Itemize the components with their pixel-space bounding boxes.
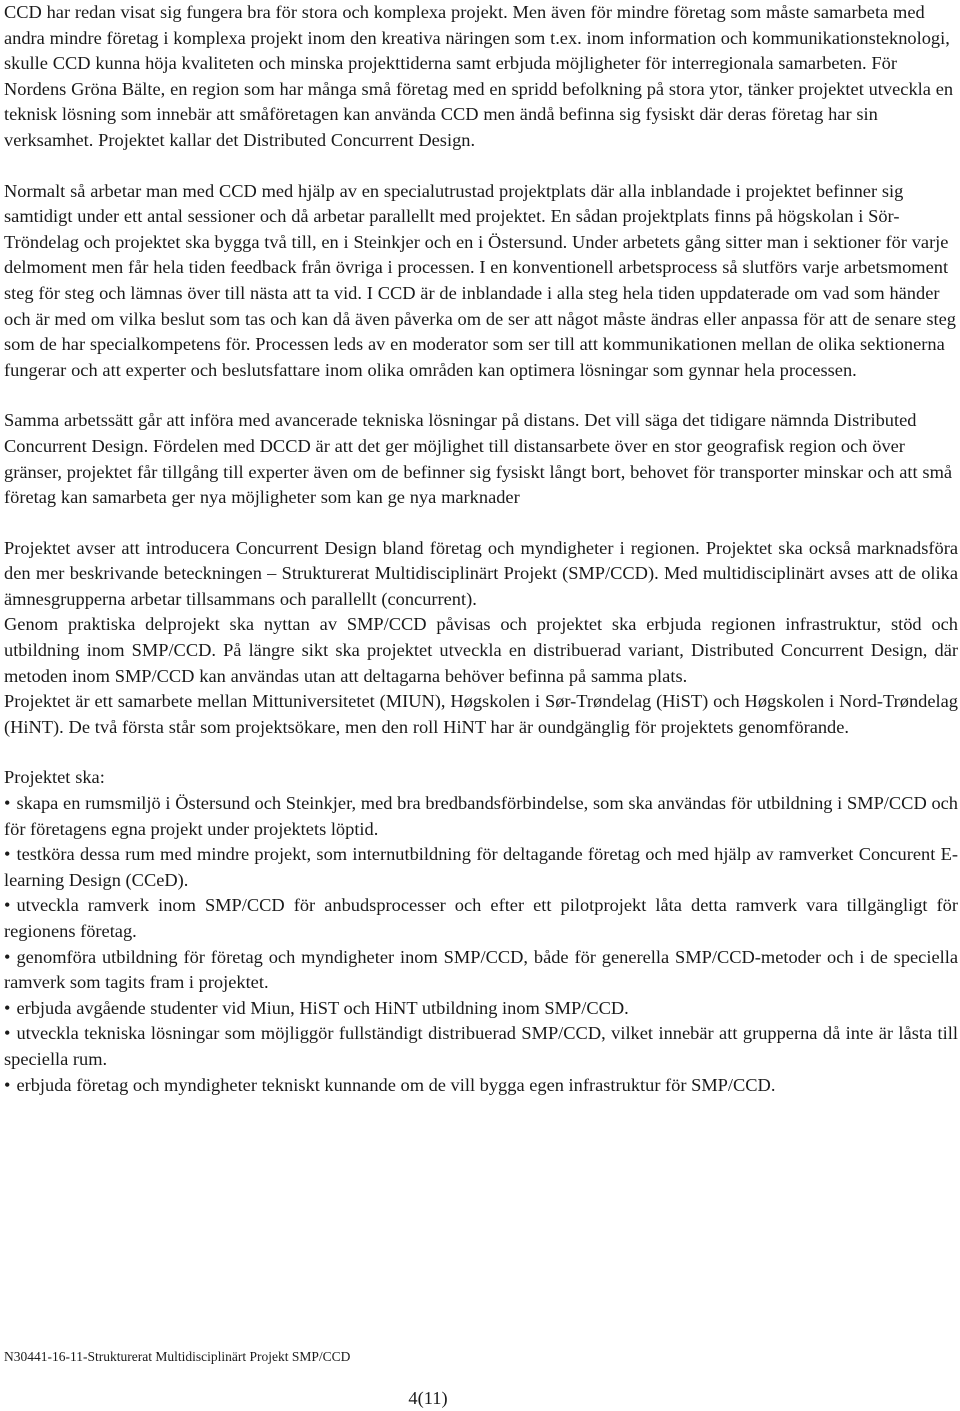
- list-item-text: skapa en rumsmiljö i Östersund och Steinkjer, med bra bredbandsförbindelse, som ska användas för utbildning i SMP/CCD och för företagens egna projekt under projektets löptid.: [4, 793, 958, 839]
- list-item: [4, 945, 958, 996]
- list-item: [4, 996, 958, 1022]
- bullet-icon: •: [4, 895, 11, 916]
- paragraph-gap: [4, 154, 958, 179]
- paragraph-4: Projektet avser att introducera Concurrent Design bland företag och myndigheter i regionen. Projektet ska också marknadsföra den mer beskrivande beteckningen – Strukturerat Multidisciplinärt Projekt (SMP/CCD). Med multidisciplinärt avses att de olika ämnesgrupperna arbetar tillsammans och parallellt (concurrent).: [4, 537, 958, 609]
- paragraph-gap: [4, 383, 958, 408]
- list-item-text: testköra dessa rum med mindre projekt, som internutbildning för deltagande företag och med hjälp av ramverket Concurent E-learning Design (CCeD).: [4, 844, 958, 890]
- bullet-icon: •: [4, 793, 11, 814]
- bullet-icon: •: [4, 844, 11, 865]
- bullet-icon: •: [4, 946, 11, 967]
- paragraph-2: Normalt så arbetar man med CCD med hjälp av en specialutrustad projektplats där alla inblandade i projektet befinner sig samtidigt under ett antal sessioner och då arbetar parallellt med projektet. En sådan projektplats finns på högskolan i Sör-Tröndelag och projektet ska bygga två till, en i Steinkjer och en i Östersund. Under arbetets gång sitter man i sektioner för varje delmoment men får hela tiden feedback från övriga i processen. I en konventionell arbetsprocess så slutförs varje arbetsmoment steg för steg och lämnas över till nästa att ta vid. I CCD är de inblandade i alla steg hela tiden uppdaterade om vad som händer och är med om vilka beslut som tas och kan då även påverka om de ser att något måste ändras eller anpassa för att de senare steg som de har specialkompetens för. Processen leds av en moderator som ser till att kommunikationen mellan de olika sektionerna fungerar och att experter och beslutsfattare inom olika områden kan optimera lösningar som gynnar hela processen.: [4, 180, 956, 380]
- page-number: 4(11): [408, 1388, 448, 1408]
- bullet-icon: •: [4, 997, 11, 1018]
- list-item-text: utveckla ramverk inom SMP/CCD för anbudsprocesser och efter ett pilotprojekt låta detta ramverk vara tillgängligt för regionens företag.: [4, 895, 958, 941]
- paragraph-6: Projektet är ett samarbete mellan Mittuniversitetet (MIUN), Høgskolen i Sør-Trøndelag (HiST) och Høgskolen i Nord-Trøndelag (HiNT). De två första står som projektsökare, men den roll HiNT har är oundgänglig för projektets genomförande.: [4, 691, 958, 737]
- list-item-text: utveckla tekniska lösningar som möjliggör fullständigt distribuerad SMP/CCD, vilket innebär att grupperna då inte är låsta till speciella rum.: [4, 1023, 958, 1069]
- list-item-text: erbjuda företag och myndigheter tekniskt kunnande om de vill bygga egen infrastruktur för SMP/CCD.: [16, 1074, 776, 1095]
- task-list: [4, 791, 958, 1098]
- paragraph-3: Samma arbetssätt går att införa med avancerade tekniska lösningar på distans. Det vill säga det tidigare nämnda Distributed Concurrent Design. Fördelen med DCCD är att det ger möjlighet till distansarbete över en stor geografisk region och över gränser, projektet får tillgång till experter även om de befinner sig fysiskt långt bort, behovet för transporter minskar och att små företag kan samarbeta ger nya möjligheter som kan ge nya marknader: [4, 410, 953, 508]
- bullet-icon: •: [4, 1074, 11, 1095]
- paragraph-1: CCD har redan visat sig fungera bra för stora och komplexa projekt. Men även för mindre företag som måste samarbeta med andra mindre företag i komplexa projekt inom den kreativa näringen som t.ex. inom information och kommunikationsteknologi, skulle CCD kunna höja kvaliteten och minska projekttiderna samt erbjuda möjligheter för interregionala samarbeten. För Nordens Gröna Bälte, en region som har många små företag med en spridd befolkning på stora ytor, tänker projektet utveckla en teknisk lösning som innebär att småföretagen kan använda CCD men ändå befinna sig fysiskt där deras företag har sin verksamhet. Projektet kallar det Distributed Concurrent Design.: [4, 2, 954, 150]
- paragraph-5: Genom praktiska delprojekt ska nyttan av SMP/CCD påvisas och projektet ska erbjuda regionen infrastruktur, stöd och utbildning inom SMP/CCD. På längre sikt ska projektet utveckla en distribuerad variant, Distributed Concurrent Design, där metoden inom SMP/CCD kan användas utan att deltagarna behöver befinna på samma plats.: [4, 614, 958, 686]
- list-item: [4, 1073, 958, 1099]
- document-footer: N30441-16-11-Strukturerat Multidisciplinärt Projekt SMP/CCD: [4, 1349, 351, 1364]
- list-item: [4, 893, 958, 944]
- bullet-icon: •: [4, 1023, 11, 1044]
- list-item-text: erbjuda avgående studenter vid Miun, HiST och HiNT utbildning inom SMP/CCD.: [16, 997, 629, 1018]
- list-item: [4, 1021, 958, 1072]
- list-item: [4, 842, 958, 893]
- paragraph-gap: [4, 740, 958, 765]
- document-page: [4, 0, 958, 1098]
- list-item: [4, 791, 958, 842]
- list-heading: Projektet ska:: [4, 767, 105, 788]
- list-item-text: genomföra utbildning för företag och myndigheter inom SMP/CCD, både för generella SMP/CCD-metoder och i de speciella ramverk som tagits fram i projektet.: [4, 946, 958, 993]
- paragraph-gap: [4, 511, 958, 536]
